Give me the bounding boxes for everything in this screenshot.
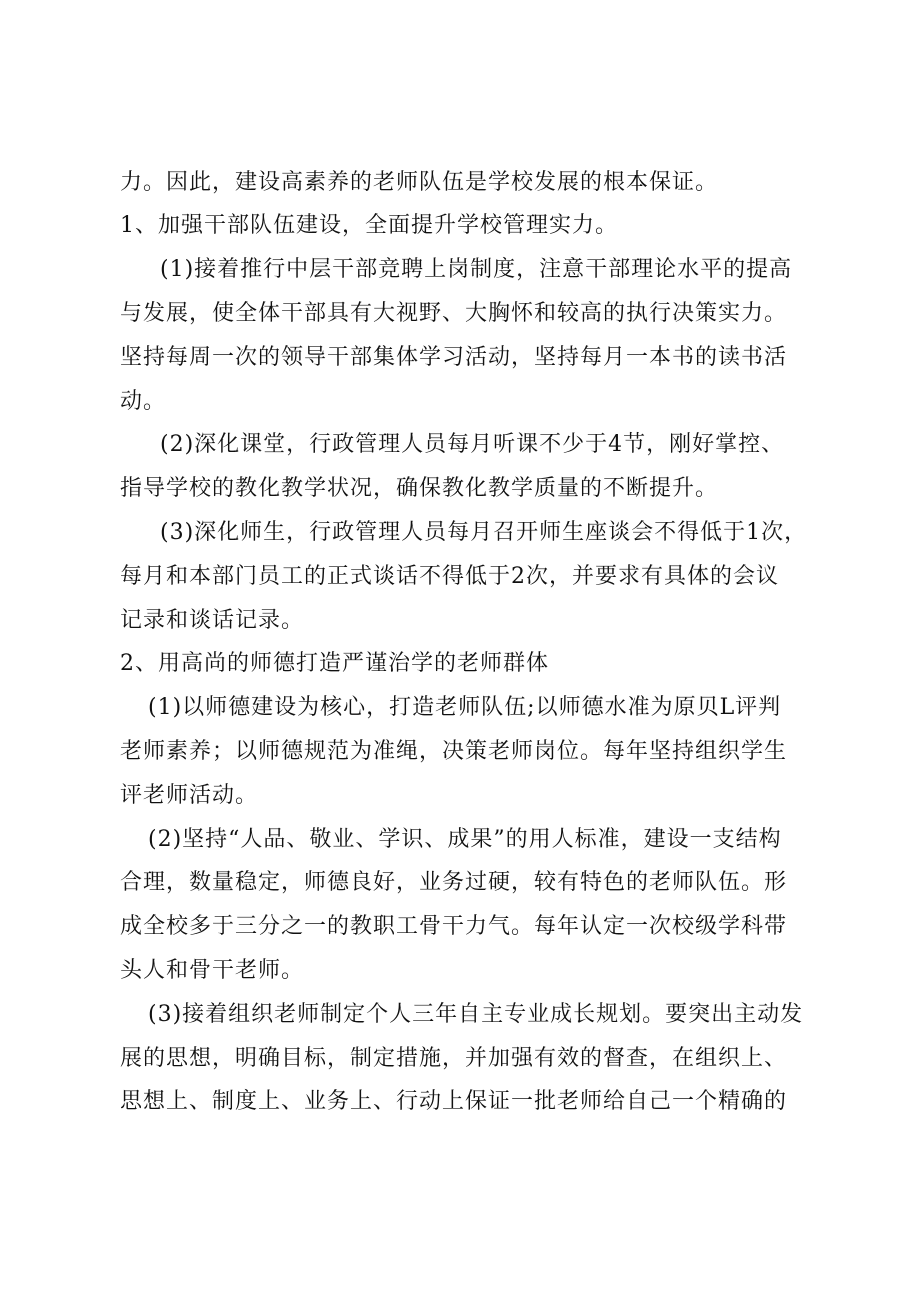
paragraph-line: 坚持每周一次的领导干部集体学习活动，坚持每月一本书的读书活 bbox=[120, 345, 788, 370]
paragraph-line: 与发展，使全体干部具有大视野、大胸怀和较高的执行决策实力。 bbox=[120, 301, 788, 326]
paragraph-line: 评老师活动。 bbox=[120, 783, 259, 808]
paragraph-line: (3)深化师生，行政管理人员每月召开师生座谈会不得低于1次， bbox=[160, 520, 808, 545]
paragraph-line: 成全校多于三分之一的教职工骨干力气。每年认定一次校级学科带 bbox=[120, 914, 788, 939]
paragraph-line: (1)接着推行中层干部竞聘上岗制度，注意干部理论水平的提高 bbox=[160, 257, 793, 282]
paragraph-line: (3)接着组织老师制定个人三年自主专业成长规划。要突出主动发 bbox=[148, 1002, 804, 1027]
paragraph-line: 展的思想，明确目标，制定措施，并加强有效的督查，在组织上、 bbox=[120, 1046, 788, 1071]
paragraph-line: 动。 bbox=[120, 389, 167, 414]
paragraph-line: (2)坚持“人品、敬业、学识、成果”的用人标准，建设一支结构 bbox=[148, 827, 782, 852]
paragraph-line: 老师素养；以师德规范为准绳，决策老师岗位。每年坚持组织学生 bbox=[120, 739, 788, 764]
section-heading-1: 1、加强干部队伍建设，全面提升学校管理实力。 bbox=[120, 213, 618, 238]
paragraph-line: 思想上、制度上、业务上、行动上保证一批老师给自己一个精确的 bbox=[120, 1089, 788, 1114]
paragraph-line: 合理，数量稳定，师德良好，业务过硬，较有特色的老师队伍。形 bbox=[120, 870, 788, 895]
paragraph-line: 每月和本部门员工的正式谈话不得低于2次，并要求有具体的会议 bbox=[120, 564, 779, 589]
paragraph-line: 头人和骨干老师。 bbox=[120, 958, 305, 983]
paragraph-line: 力。因此，建设高素养的老师队伍是学校发展的根本保证。 bbox=[120, 170, 719, 195]
paragraph-line: 指导学校的教化教学状况，确保教化教学质量的不断提升。 bbox=[120, 476, 719, 501]
section-heading-2: 2、用高尚的师德打造严谨治学的老师群体 bbox=[120, 651, 549, 676]
paragraph-line: (1)以师德建设为核心，打造老师队伍;以师德水准为原贝L评判 bbox=[148, 695, 782, 720]
paragraph-line: 记录和谈话记录。 bbox=[120, 608, 305, 633]
paragraph-line: (2)深化课堂，行政管理人员每月听课不少于4节，刚好掌控、 bbox=[160, 432, 785, 457]
